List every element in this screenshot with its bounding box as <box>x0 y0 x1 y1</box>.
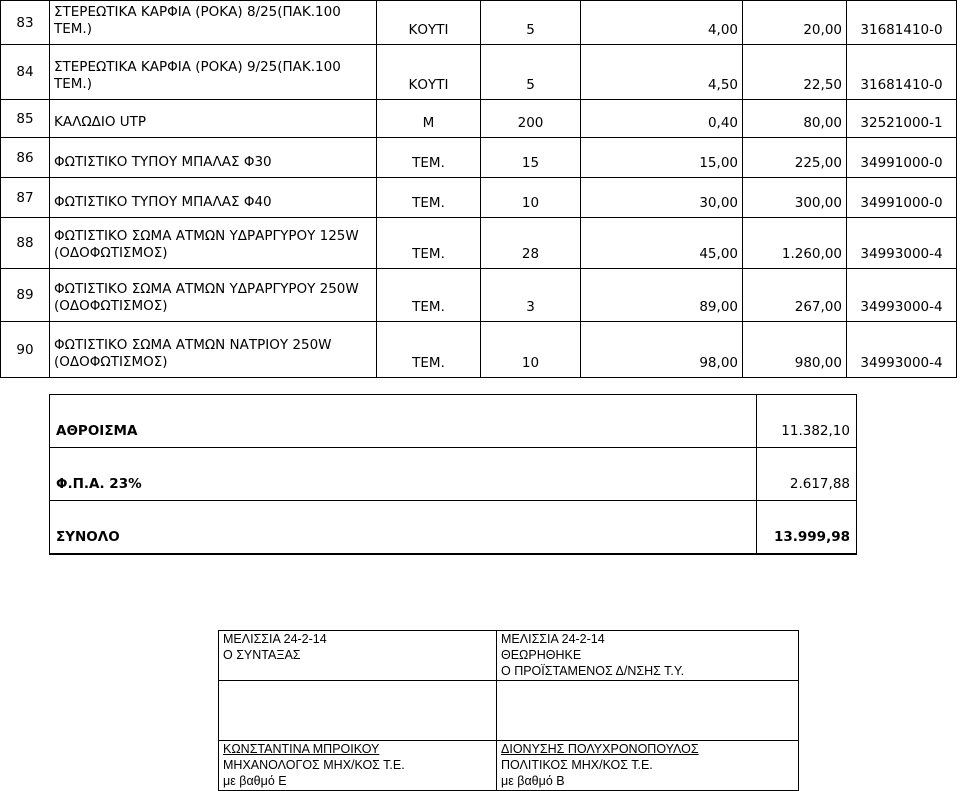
item-unit: ΤΕΜ. <box>377 138 481 178</box>
table-row <box>1 45 957 100</box>
table-row <box>1 100 957 138</box>
item-unit-price: 98,00 <box>581 322 743 378</box>
item-description <box>50 100 377 138</box>
vat-row <box>50 448 857 501</box>
author-role: Ο ΣΥΝΤΑΞΑΣ <box>223 648 301 662</box>
author-name-block <box>219 741 497 791</box>
item-description-line: ΦΩΤΙΣΤΙΚΟ ΤΥΠΟΥ ΜΠΑΛΑΣ Φ40 <box>54 194 272 210</box>
item-description <box>50 178 377 218</box>
item-unit-price: 4,50 <box>581 45 743 100</box>
item-cpv-code: 34993000-4 <box>847 269 957 322</box>
item-unit: ΚΟΥΤΙ <box>377 1 481 45</box>
vat-value: 2.617,88 <box>757 448 857 501</box>
item-total: 1.260,00 <box>743 218 847 269</box>
approver-place-date: ΜΕΛΙΣΣΙΑ 24-2-14 <box>501 632 605 646</box>
item-description-line: (ΟΔΟΦΩΤΙΣΜΟΣ) <box>54 298 168 314</box>
item-unit: ΤΕΜ. <box>377 322 481 378</box>
item-unit: ΤΕΜ. <box>377 178 481 218</box>
approver-block <box>497 631 799 681</box>
grand-total-value: 13.999,98 <box>757 501 857 555</box>
sum-value: 11.382,10 <box>757 395 857 448</box>
item-cpv-code: 34993000-4 <box>847 218 957 269</box>
row-number: 85 <box>1 100 50 138</box>
approver-role: ΘΕΩΡΗΘΗΚΕ <box>501 648 582 662</box>
item-description-line: ΣΤΕΡΕΩΤΙΚΑ ΚΑΡΦΙΑ (ΡΟΚΑ) 9/25(ΠΑΚ.100 <box>54 59 341 75</box>
item-unit-price: 89,00 <box>581 269 743 322</box>
item-total: 267,00 <box>743 269 847 322</box>
approver-role-title: Ο ΠΡΟΪΣΤΑΜΕΝΟΣ Δ/ΝΣΗΣ Τ.Υ. <box>501 664 685 678</box>
item-total: 300,00 <box>743 178 847 218</box>
author-place-date: ΜΕΛΙΣΣΙΑ 24-2-14 <box>223 632 327 646</box>
item-unit: ΚΟΥΤΙ <box>377 45 481 100</box>
item-quantity: 15 <box>481 138 581 178</box>
item-cpv-code: 34991000-0 <box>847 138 957 178</box>
item-description-line: (ΟΔΟΦΩΤΙΣΜΟΣ) <box>54 245 168 261</box>
item-unit: ΤΕΜ. <box>377 218 481 269</box>
table-row <box>1 218 957 269</box>
row-number: 83 <box>1 1 50 45</box>
item-total: 225,00 <box>743 138 847 178</box>
author-title: ΜΗΧΑΝΟΛΟΓΟΣ ΜΗΧ/ΚΟΣ Τ.Ε. <box>223 758 405 772</box>
item-description-line: ΣΤΕΡΕΩΤΙΚΑ ΚΑΡΦΙΑ (ΡΟΚΑ) 8/25(ΠΑΚ.100 <box>54 4 341 20</box>
item-cpv-code: 32521000-1 <box>847 100 957 138</box>
item-quantity: 5 <box>481 1 581 45</box>
item-total: 80,00 <box>743 100 847 138</box>
author-name: ΚΩΝΣΤΑΝΤΙΝΑ ΜΠΡΟΙΚΟΥ <box>223 742 380 756</box>
item-cpv-code: 31681410-0 <box>847 45 957 100</box>
table-row <box>1 138 957 178</box>
item-quantity: 200 <box>481 100 581 138</box>
item-description-line: ΚΑΛΩΔΙΟ UTP <box>54 114 147 130</box>
approver-name-block <box>497 741 799 791</box>
item-total: 980,00 <box>743 322 847 378</box>
approver-title: ΠΟΛΙΤΙΚΟΣ ΜΗΧ/ΚΟΣ Τ.Ε. <box>501 758 653 772</box>
row-number: 89 <box>1 269 50 322</box>
item-description-line: ΦΩΤΙΣΤΙΚΟ ΣΩΜΑ ΑΤΜΩΝ ΥΔΡΑΡΓΥΡΟΥ 125W <box>54 228 359 244</box>
item-cpv-code: 31681410-0 <box>847 1 957 45</box>
signatures-table <box>218 630 799 791</box>
item-description-line: ΦΩΤΙΣΤΙΚΟ ΣΩΜΑ ΑΤΜΩΝ ΥΔΡΑΡΓΥΡΟΥ 250W <box>54 281 359 297</box>
item-description <box>50 322 377 378</box>
vat-label: Φ.Π.Α. 23% <box>50 448 757 501</box>
row-number: 84 <box>1 45 50 100</box>
item-unit: Μ <box>377 100 481 138</box>
item-description-line: ΦΩΤΙΣΤΙΚΟ ΣΩΜΑ ΑΤΜΩΝ ΝΑΤΡΙΟΥ 250W <box>54 337 332 353</box>
item-total: 20,00 <box>743 1 847 45</box>
item-quantity: 3 <box>481 269 581 322</box>
item-description-line: ΤΕΜ.) <box>54 76 92 92</box>
totals-table <box>49 394 857 555</box>
table-row <box>1 322 957 378</box>
grand-total-label: ΣΥΝΟΛΟ <box>50 501 757 555</box>
item-description <box>50 269 377 322</box>
item-description <box>50 1 377 45</box>
author-signature-space <box>219 681 497 741</box>
items-table <box>0 0 957 378</box>
item-cpv-code: 34991000-0 <box>847 178 957 218</box>
row-number: 88 <box>1 218 50 269</box>
row-number: 90 <box>1 322 50 378</box>
item-quantity: 10 <box>481 322 581 378</box>
item-unit-price: 30,00 <box>581 178 743 218</box>
item-quantity: 28 <box>481 218 581 269</box>
item-unit-price: 45,00 <box>581 218 743 269</box>
table-row <box>1 178 957 218</box>
item-unit-price: 0,40 <box>581 100 743 138</box>
row-number: 87 <box>1 178 50 218</box>
author-block <box>219 631 497 681</box>
item-quantity: 10 <box>481 178 581 218</box>
item-description-line: ΦΩΤΙΣΤΙΚΟ ΤΥΠΟΥ ΜΠΑΛΑΣ Φ30 <box>54 154 272 170</box>
item-description-line: ΤΕΜ.) <box>54 21 92 37</box>
item-quantity: 5 <box>481 45 581 100</box>
approver-signature-space <box>497 681 799 741</box>
table-row <box>1 269 957 322</box>
item-unit: ΤΕΜ. <box>377 269 481 322</box>
item-unit-price: 4,00 <box>581 1 743 45</box>
item-cpv-code: 34993000-4 <box>847 322 957 378</box>
sum-label: ΑΘΡΟΙΣΜΑ <box>50 395 757 448</box>
row-number: 86 <box>1 138 50 178</box>
author-grade: με βαθμό Ε <box>223 774 287 788</box>
approver-grade: με βαθμό Β <box>501 774 565 788</box>
table-row <box>1 1 957 45</box>
item-unit-price: 15,00 <box>581 138 743 178</box>
items-body <box>1 1 957 378</box>
sum-row <box>50 395 857 448</box>
item-description <box>50 138 377 178</box>
item-description <box>50 218 377 269</box>
item-total: 22,50 <box>743 45 847 100</box>
item-description-line: (ΟΔΟΦΩΤΙΣΜΟΣ) <box>54 354 168 370</box>
item-description <box>50 45 377 100</box>
approver-name: ΔΙΟΝΥΣΗΣ ΠΟΛΥΧΡΟΝΟΠΟΥΛΟΣ <box>501 742 699 756</box>
grand-total-row <box>50 501 857 555</box>
